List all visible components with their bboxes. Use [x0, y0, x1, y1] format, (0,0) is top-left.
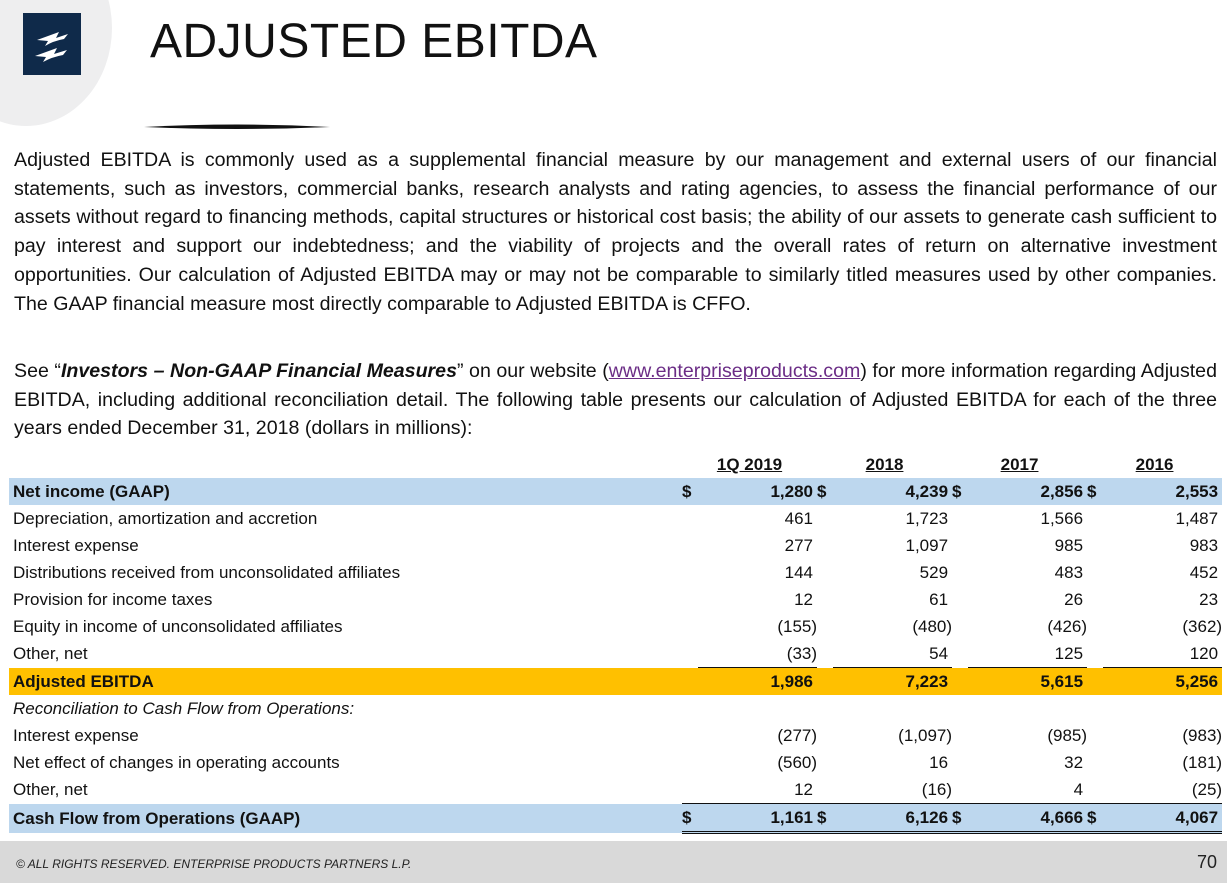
currency-symbol: $	[952, 478, 968, 505]
row-label: Interest expense	[13, 536, 139, 555]
table-cell: (1,097)	[898, 726, 953, 745]
table-cell: 144	[784, 563, 814, 582]
table-row-adjusted-ebitda	[9, 668, 1222, 696]
reference-prefix: See “	[14, 360, 61, 382]
currency-symbol: $	[952, 804, 968, 833]
column-header: 1Q 2019	[716, 455, 783, 474]
table-cell: 120	[1189, 644, 1219, 663]
table-row-equity	[9, 613, 1222, 640]
table-cell: 32	[1064, 753, 1084, 772]
reference-middle: ” on our website (	[456, 360, 609, 382]
table-cell: (560)	[777, 753, 818, 772]
currency-symbol: $	[1087, 804, 1103, 833]
currency-symbol: $	[682, 804, 698, 833]
table-row-cash-flow-operations	[9, 804, 1222, 833]
row-label: Depreciation, amortization and accretion	[13, 509, 318, 528]
title-underline-swash	[144, 122, 330, 132]
table-cell: (426)	[1047, 617, 1088, 636]
table-cell: 1,566	[1040, 509, 1084, 528]
website-link[interactable]: www.enterpriseproducts.com	[608, 360, 861, 382]
table-cell: (181)	[1182, 753, 1223, 772]
table-row-interest	[9, 532, 1222, 559]
table-cell: 1,161	[698, 804, 817, 833]
row-label: Provision for income taxes	[13, 590, 213, 609]
table-cell: 1,986	[698, 668, 817, 696]
table-cell: (983)	[1182, 726, 1223, 745]
column-header: 2016	[1135, 455, 1174, 474]
reference-emphasis: Investors – Non-GAAP Financial Measures	[60, 360, 457, 382]
table-cell: 4,239	[833, 478, 952, 505]
row-label: Equity in income of unconsolidated affiliates	[13, 617, 343, 636]
table-cell: 4	[1073, 780, 1084, 799]
table-cell: 7,223	[833, 668, 952, 696]
lightning-logo-icon	[23, 13, 81, 75]
footer-bar	[0, 841, 1227, 883]
column-header: 2017	[1000, 455, 1039, 474]
table-cell: 277	[784, 536, 814, 555]
table-row-other-net	[9, 640, 1222, 668]
table-cell: 23	[1199, 590, 1219, 609]
table-cell: 61	[929, 590, 949, 609]
table-cell: (480)	[912, 617, 953, 636]
company-logo	[23, 13, 81, 75]
intro-paragraph: Adjusted EBITDA is commonly used as a supplemental financial measure by our management and external users of our financial statements, such as investors, commercial banks, research analysts and rating agencies, to assess the financial performance of our assets without regard to financing methods, capital structures or historical cost basis; the ability of our assets to generate cash sufficient to pay interest and support our indebtedness; and the viability of projects and the overall rates of return on alternative investment opportunities. Our calculation of Adjusted EBITDA may or may not be comparable to similarly titled measures used by other companies. The GAAP financial measure most directly comparable to Adjusted EBITDA is CFFO.	[14, 149, 1217, 315]
table-cell: 5,615	[968, 668, 1087, 696]
table-cell: 983	[1189, 536, 1219, 555]
table-cell: 4,067	[1103, 804, 1222, 833]
row-label: Adjusted EBITDA	[9, 668, 682, 696]
table-cell: 12	[794, 590, 814, 609]
currency-symbol: $	[682, 478, 698, 505]
table-cell: 26	[1064, 590, 1084, 609]
table-row-distributions	[9, 559, 1222, 586]
table-cell: (33)	[786, 644, 818, 663]
column-header: 2018	[865, 455, 904, 474]
currency-symbol: $	[817, 478, 833, 505]
table-cell: (277)	[777, 726, 818, 745]
row-label: Interest expense	[13, 726, 139, 745]
table-cell: (155)	[777, 617, 818, 636]
table-cell: 125	[1054, 644, 1084, 663]
reference-suffix: ) for more information regarding Adjusted EBITDA, including additional reconciliation detail. The following table presents our calculation of Adjusted EBITDA for each of the three years ended December 31, 2018 (dollars in millions):	[14, 360, 1217, 440]
table-row-net-income	[9, 478, 1222, 505]
row-label: Distributions received from unconsolidated affiliates	[13, 563, 401, 582]
table-cell: 452	[1189, 563, 1219, 582]
table-row-interest-expense	[9, 722, 1222, 749]
table-cell: (16)	[921, 780, 953, 799]
table-row-reconciliation-heading	[9, 695, 1222, 722]
table-cell: 461	[784, 509, 814, 528]
ebitda-table	[9, 452, 1222, 834]
table-cell: 12	[794, 780, 814, 799]
table-header-row	[9, 452, 1222, 478]
table-cell: 1,280	[698, 478, 817, 505]
copyright-notice: © ALL RIGHTS RESERVED. ENTERPRISE PRODUCTS PARTNERS L.P.	[16, 857, 412, 871]
row-label: Cash Flow from Operations (GAAP)	[9, 804, 682, 833]
currency-symbol: $	[1087, 478, 1103, 505]
table-cell: 1,723	[905, 509, 949, 528]
table-cell: 529	[919, 563, 949, 582]
currency-symbol: $	[817, 804, 833, 833]
table-cell: (985)	[1047, 726, 1088, 745]
row-label: Other, net	[13, 644, 88, 664]
table-row-depreciation	[9, 505, 1222, 532]
row-label: Reconciliation to Cash Flow from Operations:	[13, 699, 355, 718]
table-cell: 1,097	[905, 536, 949, 555]
table-cell: 16	[929, 753, 949, 772]
table-cell: 2,553	[1103, 478, 1222, 505]
table-cell: 4,666	[968, 804, 1087, 833]
table-cell: 2,856	[968, 478, 1087, 505]
table-row-other-net-2	[9, 776, 1222, 804]
row-label: Net income (GAAP)	[9, 478, 682, 505]
table-cell: 54	[929, 644, 949, 663]
reference-paragraph	[14, 357, 1217, 443]
table-cell: 6,126	[833, 804, 952, 833]
table-row-taxes	[9, 586, 1222, 613]
table-row-operating-accounts	[9, 749, 1222, 776]
page-title: ADJUSTED EBITDA	[150, 15, 598, 68]
table-cell: 5,256	[1103, 668, 1222, 696]
table-cell: 483	[1054, 563, 1084, 582]
table-cell: 1,487	[1175, 509, 1219, 528]
table-cell: (362)	[1182, 617, 1223, 636]
row-label: Net effect of changes in operating accounts	[13, 753, 340, 772]
table-cell: 985	[1054, 536, 1084, 555]
page-number: 70	[1196, 852, 1217, 872]
row-label: Other, net	[13, 780, 88, 800]
table-cell: (25)	[1191, 780, 1223, 799]
